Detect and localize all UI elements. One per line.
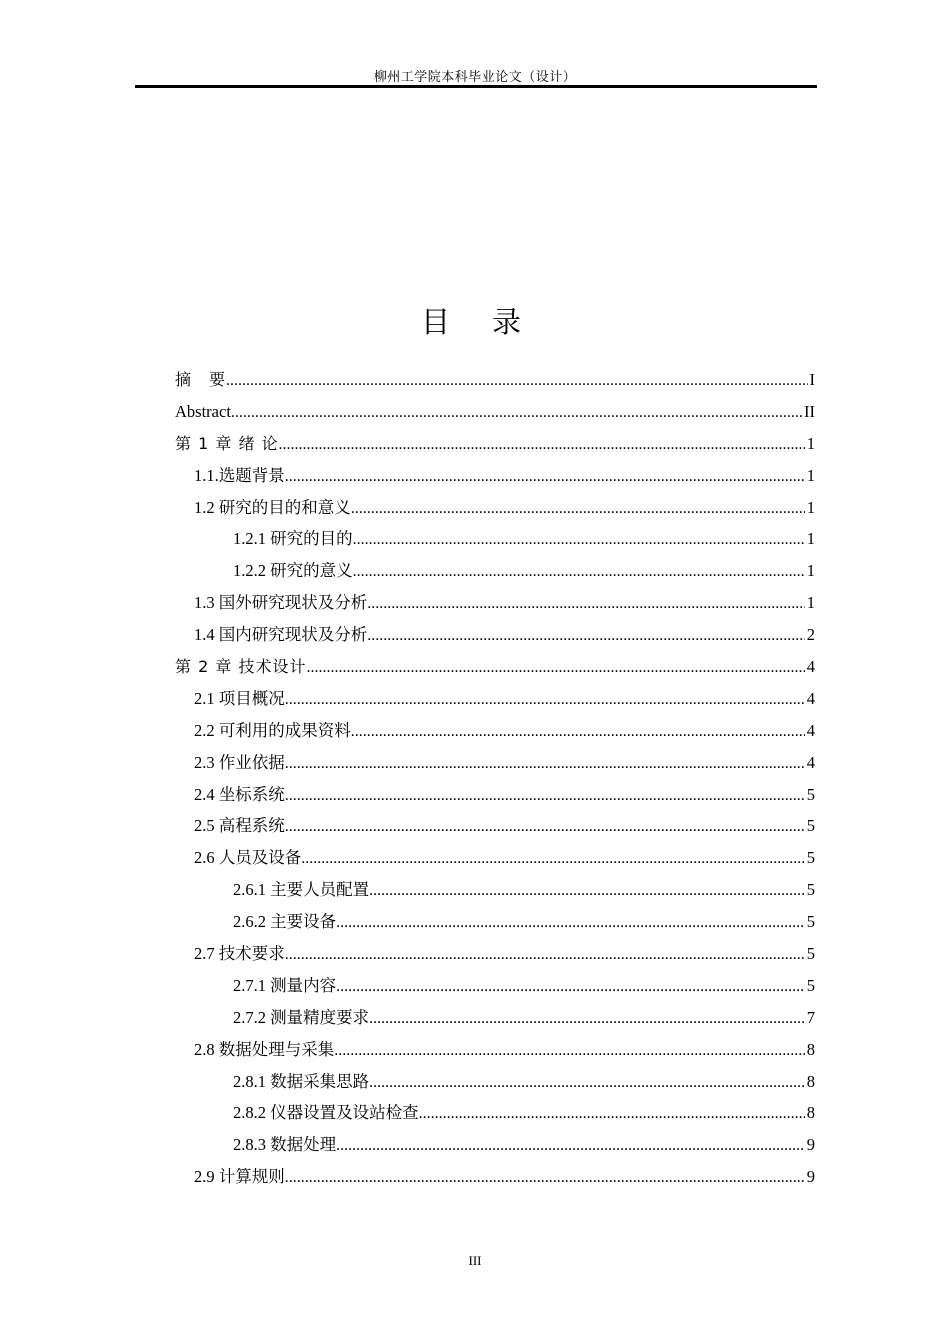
toc-entry-page: 1 bbox=[806, 497, 815, 517]
dot-leader bbox=[336, 906, 805, 939]
toc-entry[interactable] bbox=[175, 460, 815, 492]
dot-leader bbox=[285, 810, 805, 843]
toc-entry[interactable] bbox=[175, 619, 815, 651]
toc-entry-label: 摘 要 bbox=[175, 370, 227, 389]
toc-entry-label: 2.8 数据处理与采集 bbox=[194, 1039, 335, 1059]
dot-leader bbox=[336, 970, 805, 1003]
dot-leader bbox=[367, 619, 805, 652]
header-rule bbox=[135, 85, 817, 88]
dot-leader bbox=[285, 683, 805, 716]
toc-entry-label: 2.7.2 测量精度要求 bbox=[233, 1007, 370, 1027]
toc-title bbox=[0, 300, 950, 341]
toc-entry-page: 8 bbox=[806, 1039, 815, 1059]
toc-entry[interactable] bbox=[175, 492, 815, 524]
dot-leader bbox=[353, 523, 805, 556]
toc-entry-page: 1 bbox=[806, 433, 815, 453]
toc-entry[interactable] bbox=[175, 970, 815, 1002]
dot-leader bbox=[351, 715, 805, 748]
toc-entry[interactable] bbox=[175, 1034, 815, 1066]
toc-entry[interactable] bbox=[175, 555, 815, 587]
toc-entry[interactable] bbox=[175, 523, 815, 555]
toc-entry-page: 9 bbox=[806, 1135, 815, 1155]
toc-entry-label: 第 2 章 技术设计 bbox=[175, 657, 307, 677]
toc-entry-page: 5 bbox=[806, 816, 815, 836]
toc-entry-label: 2.1 项目概况 bbox=[194, 688, 285, 708]
toc-entry-page: I bbox=[809, 370, 815, 389]
toc-entry[interactable] bbox=[175, 428, 815, 460]
toc-entry-label: 2.2 可利用的成果资料 bbox=[194, 720, 351, 740]
toc-entry-page: 8 bbox=[806, 1071, 815, 1091]
toc-entry-label: 2.7 技术要求 bbox=[194, 944, 285, 964]
table-of-contents bbox=[175, 364, 815, 1193]
toc-title-char: 录 bbox=[492, 305, 530, 339]
dot-leader bbox=[336, 1129, 805, 1162]
dot-leader bbox=[226, 364, 807, 397]
toc-entry-label: 2.8.2 仪器设置及设站检查 bbox=[233, 1103, 419, 1123]
toc-entry-label: 第 1 章 绪 论 bbox=[175, 433, 279, 453]
dot-leader bbox=[369, 1066, 805, 1099]
toc-entry-label: 2.6 人员及设备 bbox=[194, 848, 302, 868]
toc-entry-label: 1.3 国外研究现状及分析 bbox=[194, 593, 368, 613]
toc-entry[interactable] bbox=[175, 747, 815, 779]
toc-title-char: 目 bbox=[420, 305, 458, 339]
toc-entry-label: 1.2.2 研究的意义 bbox=[233, 561, 353, 581]
running-header: 柳州工学院本科毕业论文（设计） bbox=[373, 69, 577, 84]
toc-entry[interactable] bbox=[175, 938, 815, 970]
toc-entry[interactable] bbox=[175, 396, 815, 428]
toc-entry-page: 9 bbox=[806, 1167, 815, 1187]
toc-entry-label: 2.8.3 数据处理 bbox=[233, 1135, 337, 1155]
toc-entry[interactable] bbox=[175, 364, 815, 396]
toc-entry-label: 1.4 国内研究现状及分析 bbox=[194, 625, 368, 645]
toc-entry[interactable] bbox=[175, 1129, 815, 1161]
toc-entry[interactable] bbox=[175, 683, 815, 715]
page-number: III bbox=[468, 1253, 482, 1268]
dot-leader bbox=[285, 938, 805, 971]
dot-leader bbox=[351, 492, 805, 525]
dot-leader bbox=[367, 587, 805, 620]
toc-entry-label: Abstract bbox=[175, 401, 231, 421]
toc-entry-label: 2.6.2 主要设备 bbox=[233, 912, 337, 932]
toc-entry-label: 2.6.1 主要人员配置 bbox=[233, 880, 370, 900]
toc-entry-page: 5 bbox=[806, 784, 815, 804]
toc-entry-page: 4 bbox=[806, 720, 815, 740]
dot-leader bbox=[231, 396, 802, 429]
toc-entry-label: 1.2.1 研究的目的 bbox=[233, 529, 353, 549]
toc-entry-label: 2.5 高程系统 bbox=[194, 816, 285, 836]
toc-entry-page: 5 bbox=[806, 944, 815, 964]
toc-entry-page: 2 bbox=[806, 625, 815, 645]
dot-leader bbox=[285, 460, 805, 493]
toc-entry[interactable] bbox=[175, 1161, 815, 1193]
dot-leader bbox=[285, 747, 805, 780]
toc-entry[interactable] bbox=[175, 842, 815, 874]
toc-entry-page: 1 bbox=[806, 593, 815, 613]
dot-leader bbox=[285, 1161, 805, 1194]
toc-entry-page: 1 bbox=[806, 561, 815, 581]
toc-entry-label: 1.1.选题背景 bbox=[194, 465, 285, 485]
dot-leader bbox=[419, 1097, 805, 1130]
toc-entry-page: 4 bbox=[806, 688, 815, 708]
toc-entry[interactable] bbox=[175, 779, 815, 811]
toc-entry-page: 4 bbox=[806, 752, 815, 772]
toc-entry[interactable] bbox=[175, 587, 815, 619]
toc-entry[interactable] bbox=[175, 1066, 815, 1098]
toc-entry-page: 7 bbox=[806, 1007, 815, 1027]
dot-leader bbox=[353, 555, 805, 588]
toc-entry[interactable] bbox=[175, 651, 815, 683]
toc-entry-page: 1 bbox=[806, 465, 815, 485]
dot-leader bbox=[369, 874, 805, 907]
toc-entry[interactable] bbox=[175, 715, 815, 747]
toc-entry-label: 2.3 作业依据 bbox=[194, 752, 285, 772]
dot-leader bbox=[334, 1034, 805, 1067]
toc-entry-page: 5 bbox=[806, 912, 815, 932]
toc-entry-label: 2.8.1 数据采集思路 bbox=[233, 1071, 370, 1091]
toc-entry-label: 2.4 坐标系统 bbox=[194, 784, 285, 804]
toc-entry-page: 8 bbox=[806, 1103, 815, 1123]
toc-entry-page: II bbox=[804, 401, 815, 421]
toc-entry[interactable] bbox=[175, 906, 815, 938]
toc-entry[interactable] bbox=[175, 1002, 815, 1034]
toc-entry-label: 2.7.1 测量内容 bbox=[233, 975, 337, 995]
toc-entry-page: 5 bbox=[806, 880, 815, 900]
toc-entry-label: 2.9 计算规则 bbox=[194, 1167, 285, 1187]
toc-entry-page: 5 bbox=[806, 848, 815, 868]
dot-leader bbox=[301, 842, 805, 875]
toc-entry[interactable] bbox=[175, 874, 815, 906]
dot-leader bbox=[306, 651, 804, 684]
dot-leader bbox=[285, 779, 805, 812]
toc-entry-label: 1.2 研究的目的和意义 bbox=[194, 497, 351, 517]
toc-entry-page: 5 bbox=[806, 975, 815, 995]
dot-leader bbox=[279, 428, 805, 461]
dot-leader bbox=[369, 1002, 805, 1035]
toc-entry[interactable] bbox=[175, 1097, 815, 1129]
toc-entry[interactable] bbox=[175, 810, 815, 842]
toc-entry-page: 1 bbox=[806, 529, 815, 549]
toc-entry-page: 4 bbox=[806, 657, 815, 677]
